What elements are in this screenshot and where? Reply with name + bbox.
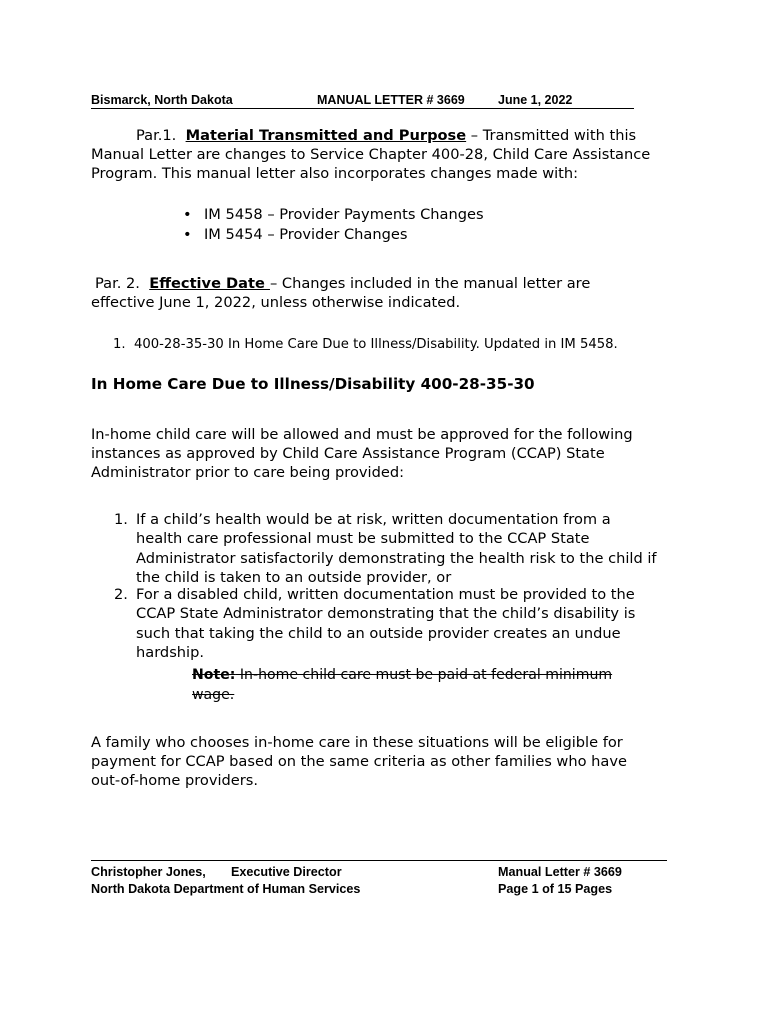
bullet-icon: • (183, 225, 192, 243)
header-date: June 1, 2022 (498, 93, 573, 107)
par2-line1-rest: – Changes included in the manual letter are (269, 275, 591, 292)
item-number: 1. (114, 511, 128, 528)
header-manual-letter: MANUAL LETTER # 3669 (317, 93, 465, 107)
closing-line-2: payment for CCAP based on the same criteria as other families who have (91, 753, 627, 770)
par1-label: Par.1. (136, 127, 177, 144)
section-intro-3: Administrator prior to care being provided: (91, 464, 404, 481)
footer-rule (91, 860, 667, 861)
note-label: Note: (192, 667, 236, 683)
item-line: If a child’s health would be at risk, written documentation from a (136, 511, 611, 528)
footer-department: North Dakota Department of Human Services (91, 882, 361, 896)
item-line: hardship. (136, 644, 205, 662)
footer-page-number: Page 1 of 15 Pages (498, 882, 613, 896)
footer-manual-letter: Manual Letter # 3669 (498, 865, 622, 879)
closing-line-1: A family who chooses in-home care in these situations will be eligible for (91, 734, 623, 751)
par1-line1-rest: – Transmitted with this (466, 127, 637, 144)
par1-line3: Program. This manual letter also incorporates changes made with: (91, 165, 579, 182)
par2-line1 (95, 274, 590, 293)
section-intro-2: instances as approved by Child Care Assistance Program (CCAP) State (91, 445, 605, 462)
bullet-icon: • (183, 206, 192, 223)
section-item-1 (114, 510, 657, 588)
closing-line-3: out-of-home providers. (91, 772, 259, 789)
par1-title: Material Transmitted and Purpose (185, 127, 467, 144)
header-location: Bismarck, North Dakota (91, 93, 233, 107)
footer-role: Executive Director (231, 865, 342, 879)
par1-line2: Manual Letter are changes to Service Chapter 400-28, Child Care Assistance (91, 146, 651, 163)
bullet-text: IM 5454 – Provider Changes (204, 225, 408, 243)
item-number: 2. (114, 586, 128, 603)
item-line: For a disabled child, written documentation must be provided to the (136, 586, 635, 603)
par2-item-text: 400-28-35-30 In Home Care Due to Illness/Disability. Updated in IM 5458. (133, 337, 618, 352)
list-item (183, 205, 484, 225)
item-line: such that taking the child to an outside provider creates an undue (136, 624, 621, 642)
par2-label: Par. 2. (95, 275, 140, 292)
item-line: CCAP State Administrator demonstrating that the child’s disability is (136, 605, 636, 623)
section-intro-1: In-home child care will be allowed and must be approved for the following (91, 426, 633, 443)
item-line: Administrator satisfactorily demonstrating the health risk to the child if (136, 549, 657, 567)
par2-title: Effective Date (149, 275, 270, 292)
footer-name: Christopher Jones, (91, 865, 206, 879)
par2-item-1 (113, 337, 618, 352)
note-text: In-home child care must be paid at federal minimum (235, 667, 613, 683)
par1-line1 (136, 126, 636, 145)
item-line: health care professional must be submitted to the CCAP State (136, 530, 590, 548)
section-title: In Home Care Due to Illness/Disability 400-28-35-30 (91, 375, 535, 393)
list-item (183, 225, 484, 245)
par1-bullet-list (183, 205, 484, 244)
par2-line2: effective June 1, 2022, unless otherwise indicated. (91, 294, 461, 311)
par2-item-num: 1. (113, 337, 126, 352)
note-line-2: wage. (192, 687, 235, 703)
header-underline (91, 108, 634, 109)
section-item-2 (114, 585, 636, 663)
item-line: the child is taken to an outside provider, or (136, 569, 452, 587)
note-line-1 (192, 666, 612, 686)
bullet-text: IM 5458 – Provider Payments Changes (204, 206, 484, 223)
